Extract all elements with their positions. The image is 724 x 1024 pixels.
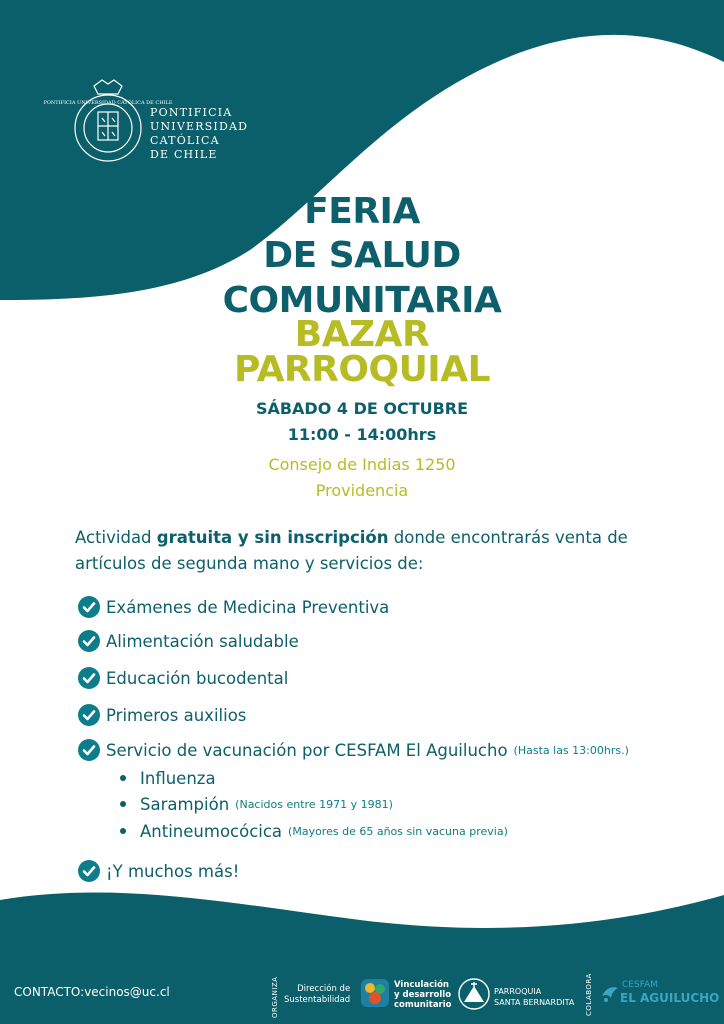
vaccine-label: Influenza: [140, 768, 216, 788]
institution-line: CATÓLICA: [150, 134, 220, 147]
org3-line: SANTA BERNARDITA: [494, 998, 575, 1007]
event-address: Consejo de Indias 1250: [268, 455, 456, 474]
check-circle-icon: [78, 630, 100, 652]
vaccine-note: (Mayores de 65 años sin vacuna previa): [288, 824, 508, 838]
service-item: [78, 665, 288, 691]
org1-line: Sustentabilidad: [284, 995, 351, 1005]
org-vinculacion: [394, 980, 452, 1010]
institution-line: PONTIFICIA: [150, 106, 233, 119]
vaccine-label: Antineumocócica: [140, 821, 283, 841]
event-time: 11:00 - 14:00hrs: [287, 425, 437, 444]
vaccine-item: [120, 819, 508, 843]
colab-cesfam-big: EL AGUILUCHO: [620, 991, 720, 1005]
vaccine-item: [120, 766, 216, 790]
org2-line: Vinculación: [394, 980, 449, 990]
vaccine-item: [120, 792, 393, 816]
more-label: ¡Y muchos más!: [106, 861, 240, 881]
contact-label: CONTACTO:: [14, 985, 85, 999]
uc-seal-logo: [43, 76, 173, 168]
institution-line: DE CHILE: [150, 148, 218, 161]
event-subtitle-line-2: PARROQUIAL: [233, 349, 491, 390]
check-circle-icon: [78, 860, 100, 882]
check-circle-icon: [78, 704, 100, 726]
seal-text: PONTIFICIA UNIVERSIDAD CATÓLICA DE CHILE: [43, 100, 173, 106]
event-subtitle-line-1: BAZAR: [294, 314, 430, 355]
contact-info: [14, 985, 170, 999]
bullet-dot: [120, 801, 126, 807]
vaccine-note: (Nacidos entre 1971 y 1981): [235, 797, 393, 811]
check-circle-icon: [78, 596, 100, 618]
service-item: [78, 737, 629, 763]
event-title-line-2: DE SALUD: [263, 235, 461, 276]
colab-cesfam-small: CESFAM: [622, 980, 658, 990]
intro-paragraph: [75, 525, 675, 577]
vaccine-label: Sarampión: [140, 794, 230, 814]
org2-line: comunitario: [394, 1000, 452, 1010]
event-title-line-3: COMUNITARIA: [222, 280, 502, 321]
intro-before: Actividad: [75, 528, 157, 547]
service-item: [78, 594, 389, 620]
org-sustentabilidad: [284, 984, 350, 1006]
bullet-dot: [120, 775, 126, 781]
parroquia-logo: [458, 978, 490, 1010]
check-circle-icon: [78, 739, 100, 761]
vinculacion-logo: [360, 978, 390, 1008]
contact-email-link[interactable]: vecinos@uc.cl: [84, 985, 170, 999]
event-title-line-1: FERIA: [304, 191, 420, 232]
service-label: Servicio de vacunación por CESFAM El Aguilucho: [106, 740, 508, 760]
event-date: SÁBADO 4 DE OCTUBRE: [255, 399, 469, 418]
colabora-label: COLABORA: [585, 973, 593, 1016]
org1-line: Dirección de: [297, 984, 351, 994]
service-label: Alimentación saludable: [106, 631, 299, 651]
check-circle-icon: [78, 667, 100, 689]
bullet-dot: [120, 828, 126, 834]
more-item: [78, 858, 239, 884]
service-label: Exámenes de Medicina Preventiva: [106, 597, 390, 617]
service-note: (Hasta las 13:00hrs.): [513, 743, 629, 757]
service-label: Primeros auxilios: [106, 705, 247, 725]
org-parroquia: [494, 986, 574, 1008]
institution-line: UNIVERSIDAD: [150, 120, 249, 133]
intro-after: donde encontrarás venta de artículos de segunda mano y servicios de:: [75, 528, 628, 573]
organiza-label: ORGANIZA: [271, 976, 279, 1018]
org3-line: PARROQUIA: [494, 987, 542, 996]
event-commune: Providencia: [315, 481, 409, 500]
org2-line: y desarrollo: [394, 990, 452, 1000]
intro-bold: gratuita y sin inscripción: [156, 528, 389, 547]
cesfam-logo: [600, 984, 620, 1004]
service-label: Educación bucodental: [106, 668, 289, 688]
service-item: [78, 628, 299, 654]
service-item: [78, 702, 246, 728]
institution-name: [150, 106, 248, 162]
